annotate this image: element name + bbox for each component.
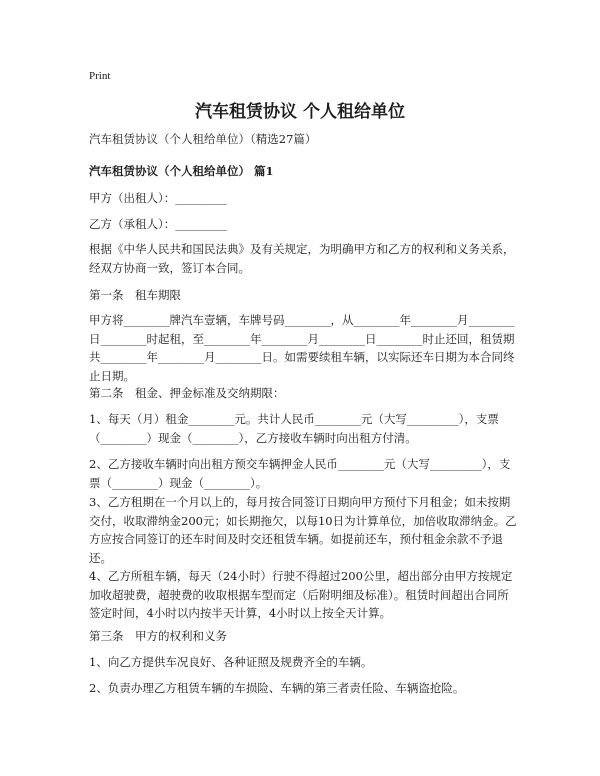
article-3-clause-2: 2、负责办理乙方租赁车辆的车损险、车辆的第三者责任险、车辆盗抢险。: [89, 681, 465, 695]
intro-paragraph: 根据《中华人民共和国民法典》及有关规定，为明确甲方和乙方的权利和义务关系，经双方协商一致，签订本合同。: [89, 242, 515, 275]
article-3-title: 第三条 甲方的权利和义务: [89, 629, 227, 643]
article-2-clause-2: 2、乙方接收车辆时向出租方预交车辆押金人民币________元（大写_________），支票（________）现金（________）。: [89, 457, 511, 490]
print-label[interactable]: Print: [89, 70, 111, 82]
document-title: 汽车租赁协议 个人租给单位: [195, 102, 405, 122]
party-a-line: 甲方（出租人）：_________: [89, 191, 227, 205]
article-2-clause-1: 1、每天（月）租金________元。共计人民币________元（大写_________），支票（________）现金（________），乙方接收车辆时向出租方付清。: [89, 412, 499, 445]
article-1-body: 甲方将________牌汽车壹辆，车牌号码________，从________年________月________日________时起租，至________年________月________日________时止还回，租赁期共________年________月________日。如需要续租车辆，以实际还车日期为本合同终止日期。: [89, 313, 515, 383]
article-2-clause-3: 3、乙方租期在一个月以上的，每月按合同签订日期向甲方预付下月租金；如未按期交付，收取滞纳金200元；如长期拖欠，以每10日为计算单位，加倍收取滞纳金。乙方应按合同签订的还车时间及时交还租赁车辆。如提前还车，预付租金余款不予退还。: [89, 495, 517, 565]
document-subtitle: 汽车租赁协议（个人租给单位）（精选27篇）: [89, 132, 317, 146]
article-1-title: 第一条 租车期限: [89, 288, 181, 302]
article-2-clause-4: 4、乙方所租车辆，每天（24小时）行驶不得超过200公里，超出部分由甲方按规定加收超驶费，超驶费的收取根据车型而定（后附明细及标准）。租赁时间超出合同所签定时间，4小时以内按半天计算，4小时以上按全天计算。: [89, 569, 513, 620]
section-heading: 汽车租赁协议（个人租给单位） 篇1: [89, 164, 274, 178]
party-b-line: 乙方（承租人）：_________: [89, 217, 227, 231]
article-3-clause-1: 1、向乙方提供车况良好、各种证照及规费齐全的车辆。: [89, 655, 373, 669]
article-2-title: 第二条 租金、押金标准及交纳期限：: [89, 386, 285, 400]
